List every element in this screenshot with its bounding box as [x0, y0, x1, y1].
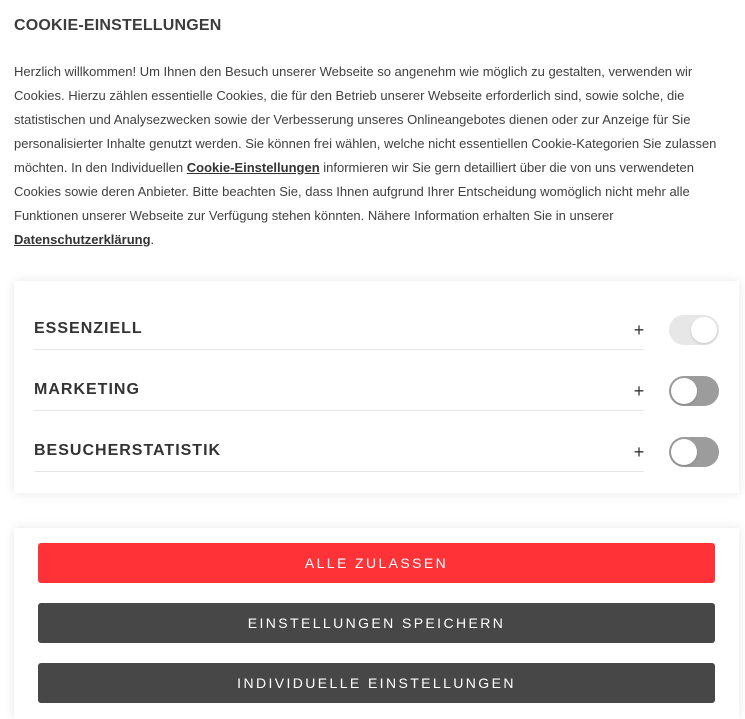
intro-text-end: .	[150, 232, 155, 247]
cookie-categories-panel	[14, 281, 739, 493]
category-row-marketing	[34, 372, 719, 412]
category-label-essenziell[interactable]: ESSENZIELL	[34, 311, 644, 350]
toggle-knob	[691, 317, 717, 343]
toggle-marketing[interactable]	[669, 376, 719, 406]
action-buttons-panel	[14, 528, 739, 719]
save-settings-button[interactable]: EINSTELLUNGEN SPEICHERN	[38, 603, 715, 643]
allow-all-button[interactable]: ALLE ZULASSEN	[38, 543, 715, 583]
toggle-knob	[671, 439, 697, 465]
expand-plus-icon[interactable]: +	[633, 442, 645, 462]
category-label-besucherstatistik[interactable]: BESUCHERSTATISTIK	[34, 433, 644, 472]
intro-text-part1: Herzlich willkommen! Um Ihnen den Besuch unserer Webseite so angenehm wie möglich zu gestalten, verwenden wir Cookies. Hierzu zählen essentielle Cookies, die für den Betrieb unserer Webseite erforderlich sind, sowie solche, die statistischen und Analysezwecken sowie der Verbesserung unseres Onlineangebotes dienen oder zur Anzeige für Sie personalisierter Inhalte genutzt werden. Sie können frei wählen, welche nicht essentiellen Cookie-Kategorien Sie zulassen möchten. In den Individuellen	[14, 64, 717, 175]
intro-text-part2: informieren wir Sie gern detailliert über die von uns verwendeten Cookies sowie deren Anbieter. Bitte beachten Sie, dass Ihnen aufgrund Ihrer Entscheidung womöglich nicht mehr alle Funktionen unserer Webseite zur Verfügung stehen könnten. Nähere Information erhalten Sie in unserer	[14, 160, 694, 223]
category-row-essenziell	[34, 311, 719, 351]
privacy-policy-link[interactable]: Datenschutzerklärung	[14, 232, 151, 247]
toggle-knob	[671, 378, 697, 404]
category-label-marketing[interactable]: MARKETING	[34, 372, 644, 411]
expand-plus-icon[interactable]: +	[633, 320, 645, 340]
intro-text	[14, 60, 734, 252]
category-row-besucherstatistik	[34, 433, 719, 473]
toggle-essenziell	[669, 315, 719, 345]
individual-settings-button[interactable]: INDIVIDUELLE EINSTELLUNGEN	[38, 663, 715, 703]
cookie-settings-link[interactable]: Cookie-Einstellungen	[186, 160, 320, 175]
dialog-title: COOKIE-EINSTELLUNGEN	[14, 17, 222, 34]
expand-plus-icon[interactable]: +	[633, 381, 645, 401]
toggle-besucherstatistik[interactable]	[669, 437, 719, 467]
